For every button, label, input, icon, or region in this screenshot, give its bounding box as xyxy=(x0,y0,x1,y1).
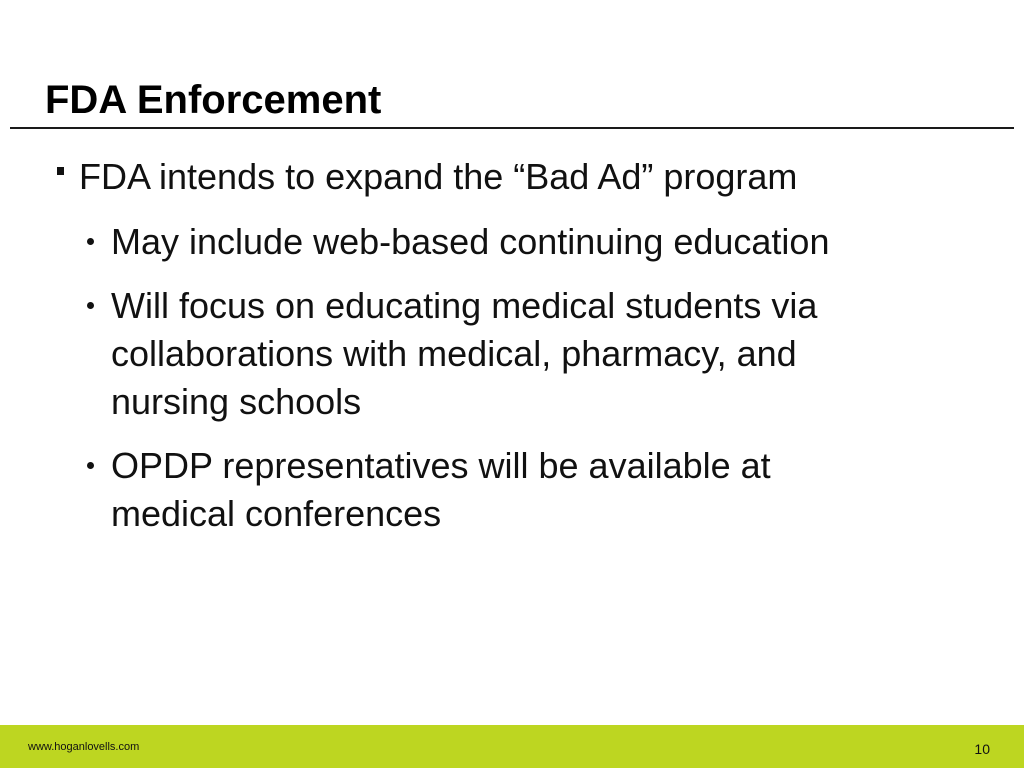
dot-bullet-icon xyxy=(87,238,94,245)
slide-title: FDA Enforcement xyxy=(45,78,382,122)
footer-bar xyxy=(0,725,1024,768)
main-bullet-text: FDA intends to expand the “Bad Ad” program xyxy=(79,156,798,197)
dot-bullet-icon xyxy=(87,302,94,309)
sub-bullet-line: medical conferences xyxy=(111,493,442,534)
dot-bullet-icon xyxy=(87,462,94,469)
sub-bullet-line: May include web-based continuing education xyxy=(111,221,830,262)
sub-bullet-1 xyxy=(111,218,971,266)
sub-bullet-3 xyxy=(111,442,971,538)
sub-bullet-line: collaborations with medical, pharmacy, and xyxy=(111,333,797,374)
square-bullet-icon xyxy=(57,167,64,175)
sub-bullet-line: nursing schools xyxy=(111,381,362,422)
footer-website-link[interactable]: www.hoganlovells.com xyxy=(28,741,140,753)
sub-bullet-line: Will focus on educating medical students via xyxy=(111,285,818,326)
sub-bullet-line: OPDP representatives will be available at xyxy=(111,445,771,486)
page-number: 10 xyxy=(974,741,990,757)
sub-bullet-2 xyxy=(111,282,971,426)
